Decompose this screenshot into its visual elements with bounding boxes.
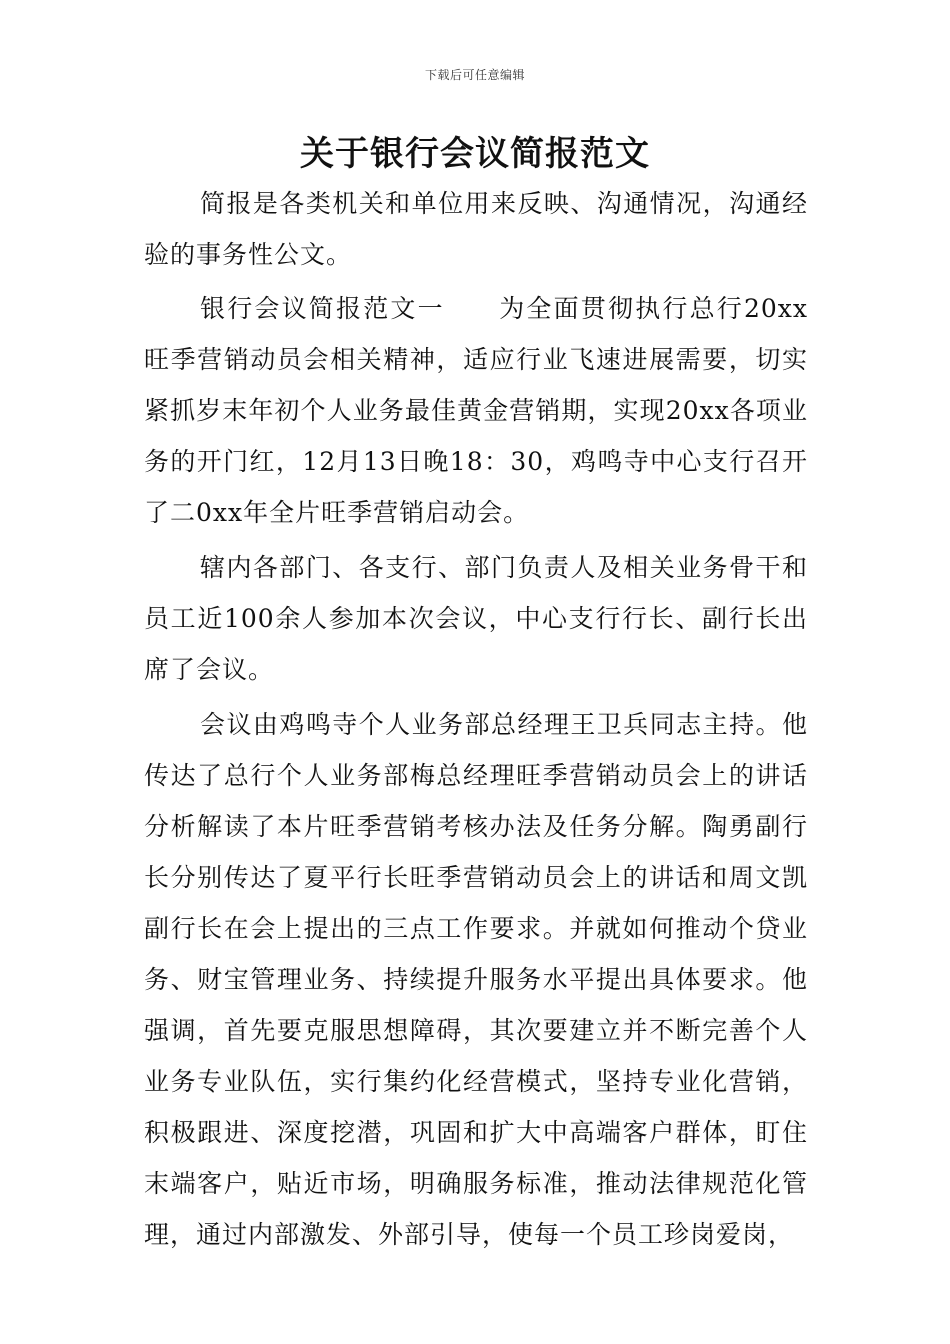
paragraph-4: 会议由鸡鸣寺个人业务部总经理王卫兵同志主持。他传达了总行个人业务部梅总经理旺季营销动员会上的讲话分析解读了本片旺季营销考核办法及任务分解。陶勇副行长分别传达了夏平行长旺季营销动员会上的讲话和周文凯副行长在会上提出的三点工作要求。并就如何推动个贷业务、财宝管理业务、持续提升服务水平提出具体要求。他强调，首先要克服思想障碍，其次要建立并不断完善个人业务专业队伍，实行集约化经营模式，坚持专业化营销，积极跟进、深度挖潜，巩固和扩大中高端客户群体，盯住末端客户，贴近市场，明确服务标准，推动法律规范化管理，通过内部激发、外部引导，使每一个员工珍岗爱岗， [144, 710, 808, 1249]
header-note: 下载后可任意编辑 [424, 68, 525, 82]
document-body [144, 178, 808, 1264]
document-title: 关于银行会议简报范文 [300, 134, 650, 174]
paragraph-3: 辖内各部门、各支行、部门负责人及相关业务骨干和员工近100余人参加本次会议，中心支行行长、副行长出席了会议。 [144, 553, 808, 684]
paragraph-1: 简报是各类机关和单位用来反映、沟通情况，沟通经验的事务性公文。 [144, 189, 808, 269]
paragraph-2: 银行会议简报范文一 为全面贯彻执行总行20xx旺季营销动员会相关精神，适应行业飞速进展需要，切实紧抓岁末年初个人业务最佳黄金营销期，实现20xx各项业务的开门红，12月13日晚18：30，鸡鸣寺中心支行召开了二0xx年全片旺季营销启动会。 [144, 294, 808, 527]
